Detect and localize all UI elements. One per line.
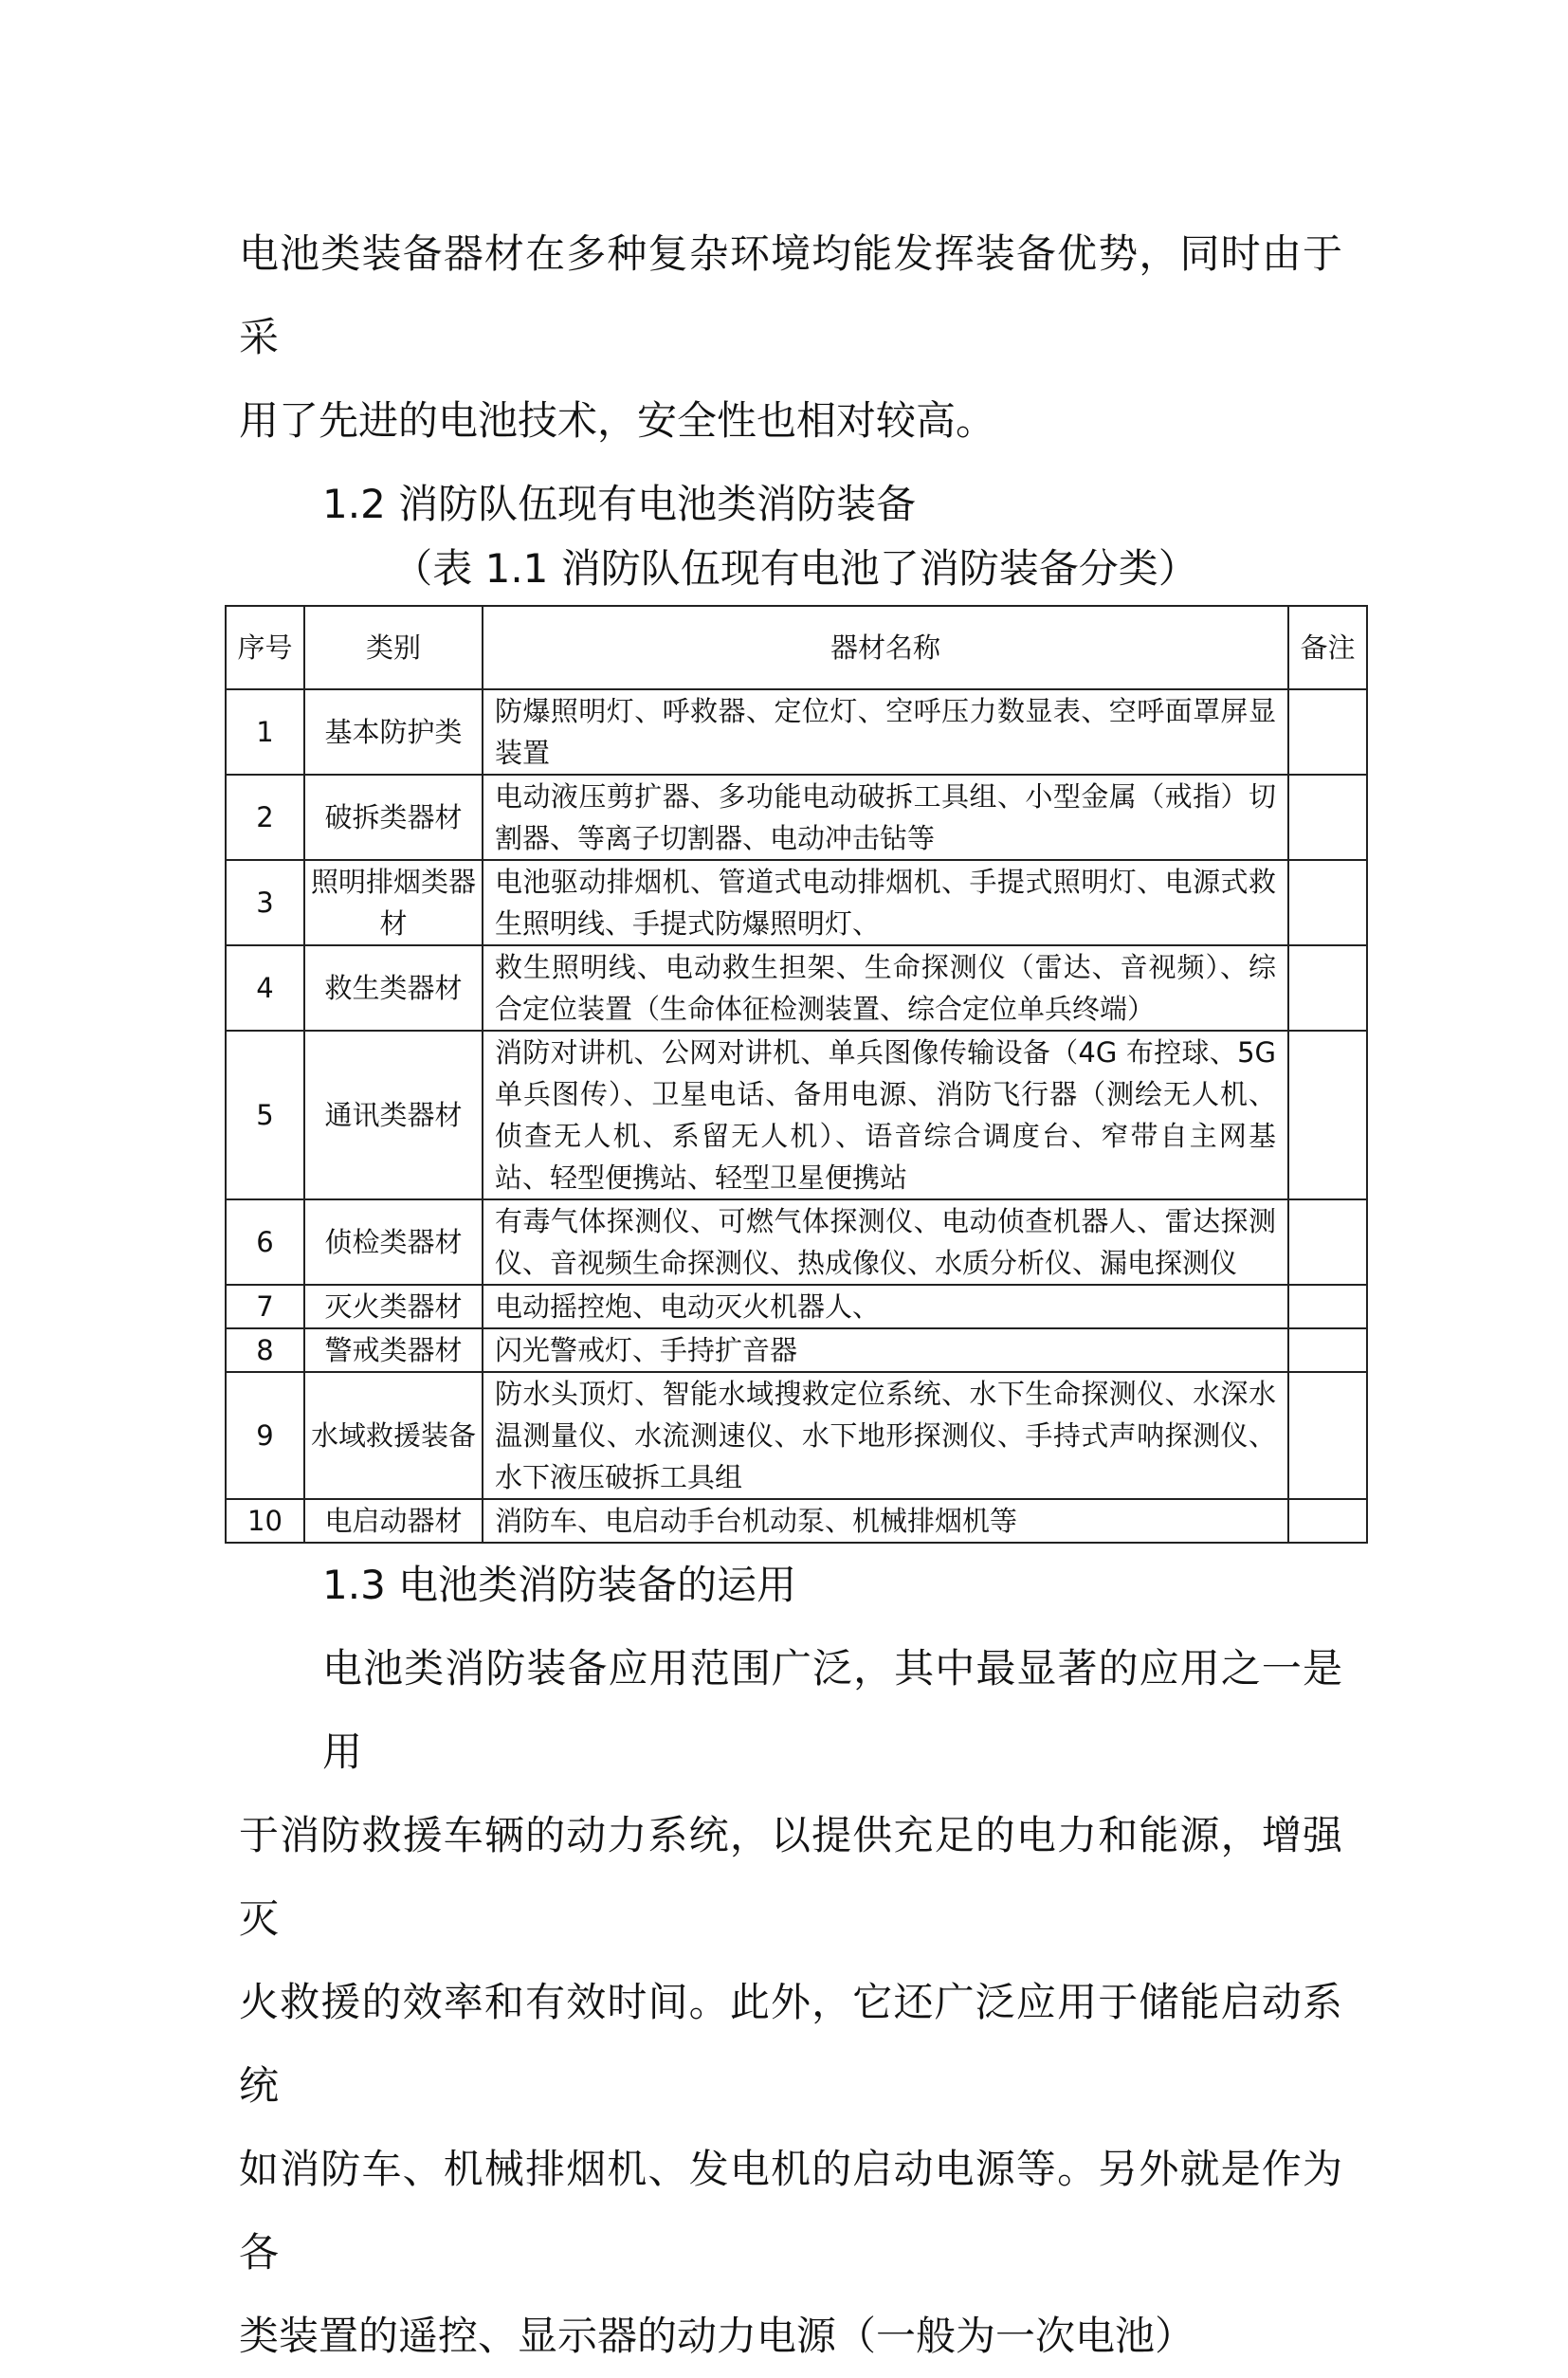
row-number: 10 [226,1499,304,1543]
body-line-5: 类装置的遥控、显示器的动力电源（一般为一次电池） [239,2313,1195,2359]
row-number: 7 [226,1285,304,1328]
header-category: 类别 [304,606,483,689]
row-note [1288,945,1367,1031]
table-caption: （表 1.1 消防队伍现有电池了消防装备分类） [392,545,1198,592]
body-line-2: 于消防救援车辆的动力系统，以提供充足的电力和能源，增强灭 [239,1812,1342,1942]
header-note: 备注 [1288,606,1367,689]
row-category: 水域救援装备 [304,1372,483,1499]
row-category: 电启动器材 [304,1499,483,1543]
row-number: 8 [226,1328,304,1372]
row-note [1288,1199,1367,1285]
row-note [1288,860,1367,945]
row-category: 破拆类器材 [304,775,483,860]
row-number: 6 [226,1199,304,1285]
table-row [226,1285,1367,1328]
row-number: 4 [226,945,304,1031]
row-items: 防爆照明灯、呼救器、定位灯、空呼压力数显表、空呼面罩屏显装置 [483,689,1288,775]
body-line-1: 电池类消防装备应用范围广泛，其中最显著的应用之一是用 [322,1645,1342,1775]
row-number: 2 [226,775,304,860]
row-category: 通讯类器材 [304,1031,483,1199]
row-category: 照明排烟类器材 [304,860,483,945]
row-note [1288,1285,1367,1328]
row-category: 基本防护类 [304,689,483,775]
row-note [1288,1031,1367,1199]
row-items: 电池驱动排烟机、管道式电动排烟机、手提式照明灯、电源式救生照明线、手提式防爆照明灯、 [483,860,1288,945]
row-number: 5 [226,1031,304,1199]
table-header-row [226,606,1367,689]
row-note [1288,775,1367,860]
table-row [226,1199,1367,1285]
row-items: 有毒气体探测仪、可燃气体探测仪、电动侦查机器人、雷达探测仪、音视频生命探测仪、热成像仪、水质分析仪、漏电探测仪 [483,1199,1288,1285]
row-number: 9 [226,1372,304,1499]
row-note [1288,1499,1367,1543]
table-row [226,1031,1367,1199]
section-heading-1-3: 1.3 电池类消防装备的运用 [322,1562,797,1608]
table-row [226,1499,1367,1543]
row-items: 消防对讲机、公网对讲机、单兵图像传输设备（4G 布控球、5G 单兵图传）、卫星电话、备用电源、消防飞行器（测绘无人机、侦查无人机、系留无人机）、语音综合调度台、窄带自主网基站、轻型便携站、轻型卫星便携站 [483,1031,1288,1199]
table-row [226,1372,1367,1499]
row-number: 1 [226,689,304,775]
row-items: 消防车、电启动手台机动泵、机械排烟机等 [483,1499,1288,1543]
row-number: 3 [226,860,304,945]
header-no: 序号 [226,606,304,689]
table-row [226,1328,1367,1372]
section-heading-1-2: 1.2 消防队伍现有电池类消防装备 [322,481,917,527]
row-category: 警戒类器材 [304,1328,483,1372]
table-row [226,775,1367,860]
body-line-4: 如消防车、机械排烟机、发电机的启动电源等。另外就是作为各 [239,2146,1342,2276]
row-note [1288,1372,1367,1499]
row-category: 救生类器材 [304,945,483,1031]
table-row [226,860,1367,945]
row-note [1288,1328,1367,1372]
row-items: 防水头顶灯、智能水域搜救定位系统、水下生命探测仪、水深水温测量仪、水流测速仪、水下地形探测仪、手持式声呐探测仪、水下液压破拆工具组 [483,1372,1288,1499]
equipment-table [225,605,1368,1544]
table-row [226,689,1367,775]
body-line-3: 火救援的效率和有效时间。此外，它还广泛应用于储能启动系统 [239,1979,1342,2109]
intro-line-1: 电池类装备器材在多种复杂环境均能发挥装备优势，同时由于采 [239,230,1342,360]
row-items: 电动液压剪扩器、多功能电动破拆工具组、小型金属（戒指）切割器、等离子切割器、电动冲击钻等 [483,775,1288,860]
row-category: 灭火类器材 [304,1285,483,1328]
row-items: 电动摇控炮、电动灭火机器人、 [483,1285,1288,1328]
header-items: 器材名称 [483,606,1288,689]
intro-line-2: 用了先进的电池技术，安全性也相对较高。 [239,397,996,444]
row-category: 侦检类器材 [304,1199,483,1285]
table-row [226,945,1367,1031]
row-note [1288,689,1367,775]
row-items: 闪光警戒灯、手持扩音器 [483,1328,1288,1372]
row-items: 救生照明线、电动救生担架、生命探测仪（雷达、音视频）、综合定位装置（生命体征检测装置、综合定位单兵终端） [483,945,1288,1031]
